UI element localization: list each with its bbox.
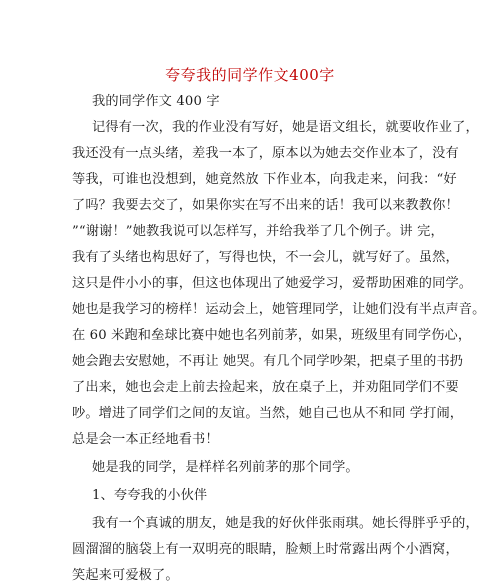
paragraph-line: 了出来，她也会走上前去捡起来，放在桌子上，并劝阻同学们不要 [72,380,459,395]
section-heading: 1、夸夸我的小伙伴 [92,488,208,503]
paragraph-line: 在 60 米跑和垒球比赛中她也名列前茅，如果，班级里有同学伤心， [72,328,472,343]
paragraph-line: 她会跑去安慰她，不再让 她哭。有几个同学吵架，把桌子里的书扔 [72,354,464,369]
paragraph-line: 我有了头绪也构思好了，写得也快，不一会儿，就写好了。虽然， [72,250,459,265]
paragraph-line: 她是我的同学，是样样名列前茅的那个同学。 [92,460,359,475]
paragraph-line: 吵。增进了同学们之间的友谊。当然，她自己也从不和同 学打闹， [72,406,464,421]
paragraph-line: 圆溜溜的脑袋上有一双明亮的眼睛，脸颊上时常露出两个小酒窝， [72,542,459,557]
paragraph-line: 总是会一本正经地看书！ [72,432,219,447]
paragraph-line: 这只是件小小的事，但这也体现出了她爱学习，爱帮助困难的同学。 [72,276,473,291]
paragraph-line: 等我，可谁也没想到，她竟然放 下作业本，向我走来，问我：“好 [72,172,457,187]
paragraph-line: 笑起来可爱极了。 [72,568,179,583]
paragraph-line: 我有一个真诚的朋友，她是我的好伙伴张雨琪。她长得胖乎乎的， [92,516,479,531]
paragraph-line: 了吗？我要去交了，如果你实在写不出来的话！我可以来教教你！ [72,198,459,213]
document-title: 夸夸我的同学作文400字 [165,66,335,84]
paragraph-line: 记得有一次，我的作业没有写好，她是语文组长，就要收作业了， [92,120,479,135]
paragraph-line: 她也是我学习的榜样！运动会上，她管理同学，让她们没有半点声音。 [72,302,486,317]
subtitle-line: 我的同学作文 400 字 [92,94,220,109]
paragraph-line: 我还没有一点头绪，差我一本了，原本以为她去交作业本了，没有 [72,146,459,161]
paragraph-line: ”“谢谢！”她教我说可以怎样写，并给我举了几个例子。讲 完， [72,224,444,239]
